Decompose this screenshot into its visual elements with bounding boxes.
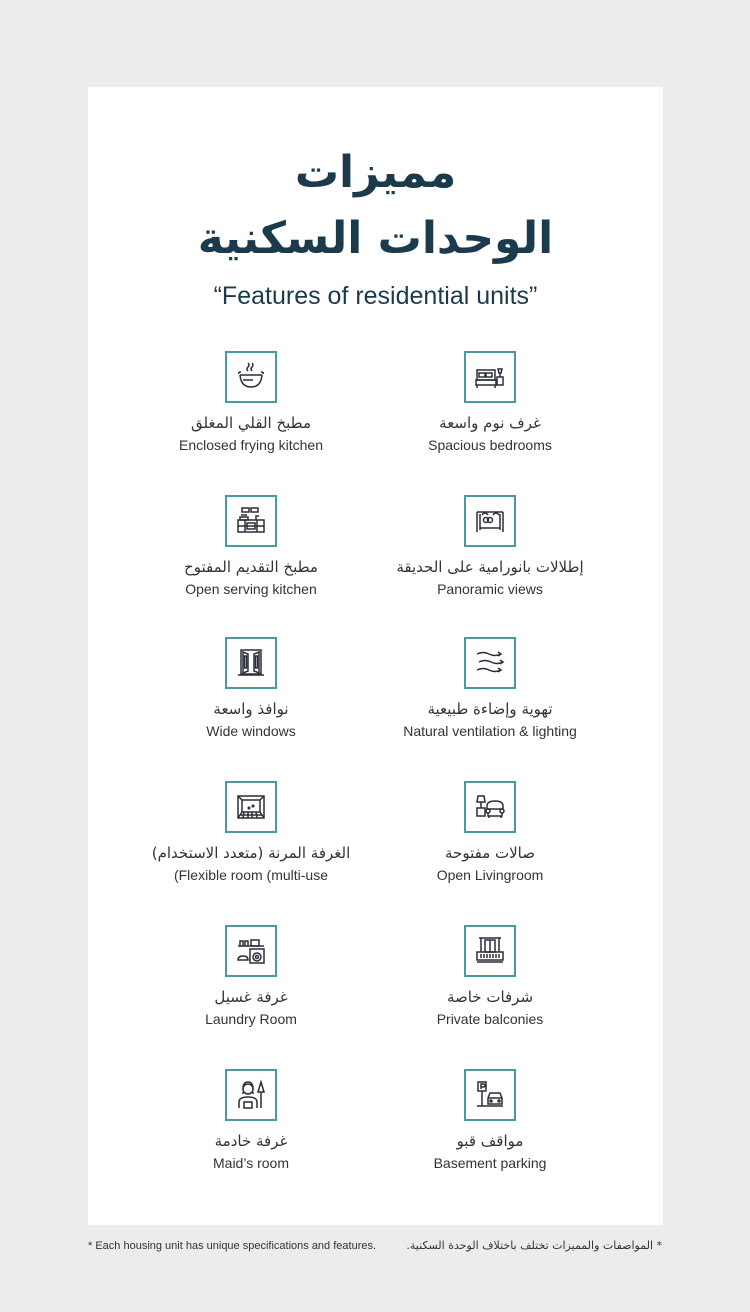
window-icon — [225, 637, 277, 689]
room-icon — [225, 781, 277, 833]
feature-label-ar: مطبخ القلي المغلق — [191, 414, 311, 432]
feature-wide-windows — [111, 637, 391, 740]
page-title-arabic-line2: الوحدات السكنية — [197, 213, 554, 264]
maid-icon — [225, 1069, 277, 1121]
parking-icon — [464, 1069, 516, 1121]
feature-label-en: Wide windows — [206, 723, 296, 739]
feature-open-serving-kitchen — [111, 495, 391, 598]
feature-basement-parking — [350, 1069, 630, 1172]
feature-open-livingroom — [350, 781, 630, 884]
feature-label-ar: تهوية وإضاءة طبيعية — [427, 700, 553, 718]
feature-label-ar: غرفة غسيل — [214, 988, 288, 1006]
feature-label-en: Spacious bedrooms — [428, 437, 552, 453]
feature-laundry-room — [111, 925, 391, 1028]
page-subtitle-english: “Features of residential units” — [213, 282, 538, 310]
feature-label-en: Laundry Room — [205, 1011, 297, 1027]
feature-label-ar: مطبخ التقديم المفتوح — [184, 558, 318, 576]
footer-note-arabic: * المواصفات والمميزات تختلف باختلاف الوحدة السكنية. — [406, 1239, 662, 1252]
feature-label-en: Panoramic views — [437, 581, 543, 597]
feature-label-ar: نوافذ واسعة — [213, 700, 289, 718]
feature-label-en: Open serving kitchen — [185, 581, 317, 597]
feature-private-balconies — [350, 925, 630, 1028]
washing-machine-icon — [225, 925, 277, 977]
kitchen-icon — [225, 495, 277, 547]
feature-label-ar: صالات مفتوحة — [445, 844, 535, 862]
feature-label-en: Maid’s room — [213, 1155, 289, 1171]
feature-label-en: Basement parking — [433, 1155, 547, 1171]
bed-icon — [464, 351, 516, 403]
page-title-arabic-line1: مميزات — [294, 147, 457, 198]
frying-pot-icon — [225, 351, 277, 403]
sofa-lamp-icon — [464, 781, 516, 833]
feature-label-ar: غرف نوم واسعة — [439, 414, 541, 432]
feature-label-ar: شرفات خاصة — [446, 988, 534, 1006]
feature-maids-room — [111, 1069, 391, 1172]
feature-natural-ventilation — [350, 637, 630, 740]
feature-label-en: Open Livingroom — [436, 867, 544, 883]
feature-flexible-room — [111, 781, 391, 884]
balcony-icon — [464, 925, 516, 977]
wind-icon — [464, 637, 516, 689]
panoramic-view-icon — [464, 495, 516, 547]
feature-label-en: (Flexible room (multi-use — [173, 867, 329, 883]
footer-note-english: * Each housing unit has unique specifications and features. — [88, 1240, 377, 1252]
feature-label-ar: إطلالات بانورامية على الحديقة — [396, 558, 584, 576]
feature-label-en: Private balconies — [436, 1011, 544, 1027]
feature-label-ar: غرفة خادمة — [214, 1132, 288, 1150]
feature-label-ar: الغرفة المرنة (متعدد الاستخدام) — [151, 844, 351, 862]
feature-label-ar: مواقف قبو — [456, 1132, 524, 1150]
feature-enclosed-frying-kitchen — [111, 351, 391, 454]
feature-panoramic-views — [350, 495, 630, 598]
features-card — [88, 87, 663, 1225]
feature-label-en: Natural ventilation & lighting — [403, 723, 577, 739]
feature-label-en: Enclosed frying kitchen — [179, 437, 323, 453]
feature-spacious-bedrooms — [350, 351, 630, 454]
